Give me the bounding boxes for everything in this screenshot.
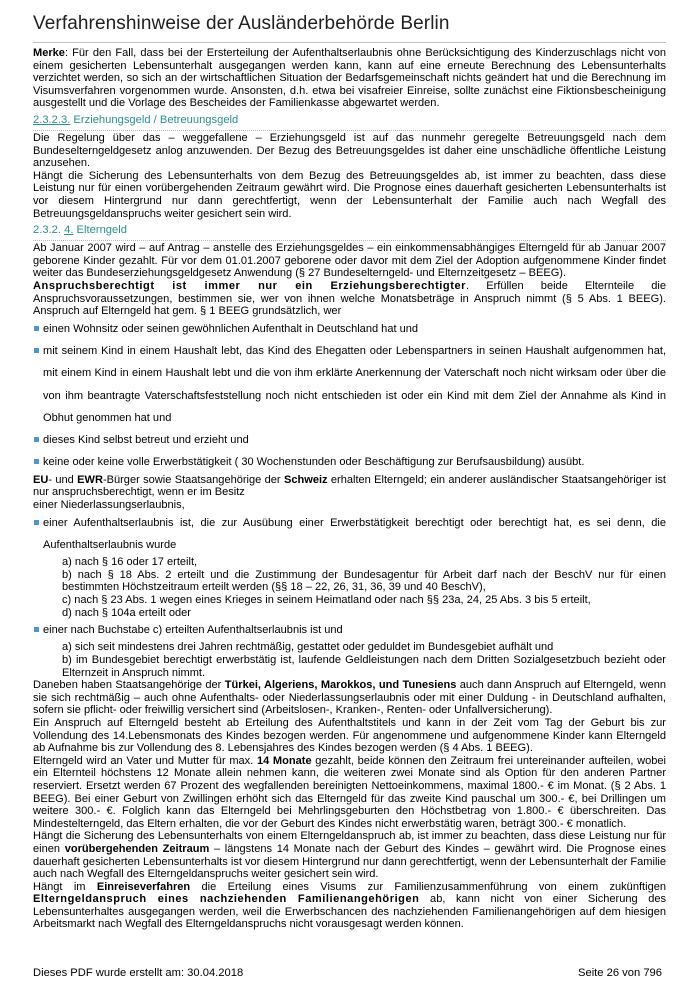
merke-label: Merke xyxy=(33,47,65,59)
section-title[interactable]: Elterngeld xyxy=(73,224,127,237)
text-run: ab, kann nicht von einer Sicherung des Lebensunterhaltes ausgegangen werden, weil die Erwerbschancen des nachziehenden Familienangehörigen auf dem hiesigen Arbeitsmarkt nach Wegfall des Elterngeldanspruchs nicht vorausgesagt werden können. xyxy=(33,893,667,931)
paragraph xyxy=(33,830,666,880)
paragraph: Ab Januar 2007 wird – auf Antrag – anstelle des Erziehungsgeldes – ein einkommensabhängiges Elterngeld für ab Januar 2007 geborene Kinder gezahlt. Für vor dem 01.01.2007 geborene oder davor mit dem Ziel der Adoption aufgenommene Kinder findet weiter das Bundeserziehungsgeldgesetz Anwendung (§ 27 Bundeselterngeld- und Elternzeitgesetz – BEEG). xyxy=(33,242,666,280)
page-footer xyxy=(33,967,662,979)
bold-phrase: vorübergehenden Zeitraum xyxy=(64,842,210,855)
text-run: gezahlt, beide können den Zeitraum frei untereinander aufteilen, wobei ein Elternteil höchstens 12 Monate allein nehmen kann, die weiteren zwei Monate sind als Option für den anderen Partner reserviert. Ersetzt werden 67 Prozent des wegfallenden bereinigten Nettoeinkommens, maximal 1800.- € im Monat. (§ 2 Abs. 1 BEEG). Bei einer Geburt von Zwillingen erhöht sich das Elterngeld für das zweite Kind pauschal um 300.- €, bei Drillingen um weitere 300.- €. Folglich kann das Elterngeld bei Mehrlingsgeburten den Höchstbetrag von 1.800.- € überschreiten. Das Mindestelterngeld, das Eltern erhalten, die vor der Geburt des Kindes nicht erwerbstätig waren, beträgt 300.- € monatlich. xyxy=(33,754,666,830)
document-title: Verfahrenshinweise der Ausländerbehörde Berlin xyxy=(33,13,450,34)
bold-phrase: Einreiseverfahren xyxy=(96,880,191,893)
text-run: Hängt die Sicherung des Lebensunterhalts von einem Elterngeldanspruch ab, ist immer zu beachten, dass diese Leistung nur für einen xyxy=(33,830,666,855)
text-run: -Bürger sowie Staatsangehörige der xyxy=(102,473,284,486)
paragraph xyxy=(33,755,666,831)
merke-paragraph xyxy=(33,47,666,110)
creation-date: Dieses PDF wurde erstellt am: 30.04.2018 xyxy=(33,967,244,979)
paragraph xyxy=(33,280,666,318)
paragraph: Hängt die Sicherung des Lebensunterhalts von dem Bezug des Betreuungsgeldes ab, ist immer zu beachten, dass diese Leistung nur für einen vorübergehenden Zeitraum gewährt wird. Die Prognose eines dauerhaft gesicherten Lebensunterhalts ist vor diesem Hintergrund nur dann gerechtfertigt, wenn der Lebensunterhalt der Familie auch nach Wegfall des Betreuungsgeldanspruchs weiter gesichert sein wird. xyxy=(33,169,666,220)
section-heading-elterngeld[interactable] xyxy=(33,224,666,241)
list-item: dieses Kind selbst betreut und erzieht und xyxy=(33,429,666,451)
page-number: Seite 26 von 796 xyxy=(578,967,662,979)
bold-phrase: Elterngeldanspruch eines nachziehenden Familienangehörigen xyxy=(33,893,420,906)
page-header xyxy=(33,0,666,43)
merke-text: : Für den Fall, dass bei der Ersterteilung der Aufenthaltserlaubnis ohne Berücksichtigung des Kinderzuschlags nicht von einem gesicherten Lebensunterhalt ausgegangen werden kann, kann auf eine erneute Berechnung des Lebensunterhalts verzichtet werden, so sich an der wirtschaftlichen Situation der Bedarfsgemeinschaft nichts geändert hat und die Berechnung im Visumsverfahren vorgenommen wurde. Ansonsten, d.h. etwa bei visafreier Einreise, sollte zunächst eine Fiktionsbescheinigung ausgestellt und die Vorlage des Bescheides der Familienkasse abgewartet werden. xyxy=(33,47,666,110)
list-item: mit seinem Kind in einem Haushalt lebt, das Kind des Ehegatten oder Lebenspartners in seinen Haushalt aufgenommen hat, mit einem Kind in einem Haushalt lebt und die von ihm erklärte Anerkennung der Vaterschaft noch nicht wirksam oder über die von ihm beantragte Vaterschaftsfeststellung noch nicht entschieden ist oder ein Kind mit dem Ziel der Annahme als Kind in Obhut genommen hat und xyxy=(33,340,666,429)
paragraph xyxy=(33,679,666,717)
section-heading-erziehungsgeld[interactable] xyxy=(33,114,666,131)
text-run: erhalten Elterngeld; ein anderer ausländischer Staatsangehöriger ist nur anspruchsberechtigt, wenn er im Besitz xyxy=(33,473,667,499)
section-number[interactable]: 2.3.2. xyxy=(33,224,61,237)
list-item: einer Aufenthaltserlaubnis ist, die zur Ausübung einer Erwerbstätigkeit berechtigt oder berechtigt hat, es sei denn, die Aufenthaltserlaubnis wurde xyxy=(33,512,666,557)
text-run: die Erteilung eines Visums zur Familienzusammenführung von einem zukünftigen xyxy=(190,880,666,893)
sub-item: a) nach § 16 oder 17 erteilt, xyxy=(62,556,198,569)
bold-phrase: Türkei, Algeriens, Marokkos, und Tunesiens xyxy=(224,679,457,692)
paragraph xyxy=(33,881,666,931)
text-run: - und xyxy=(48,473,78,486)
paragraph: Ein Anspruch auf Elterngeld besteht ab Erteilung des Aufenthaltstitels und kann in der Zeit vom Tag der Geburt bis zur Vollendung des 14.Lebensmonats des Kindes bezogen werden. Für angenommene und aufgenommene Kinder kann Elterngeld ab Aufnahme bis zur Vollendung des 8. Lebensjahres des Kindes bezogen werden (§ 4 Abs. 1 BEEG). xyxy=(33,716,666,755)
list-item: einen Wohnsitz oder seinen gewöhnlichen Aufenthalt in Deutschland hat und xyxy=(33,318,666,340)
bold-phrase: EU xyxy=(33,473,49,486)
bold-phrase: 14 Monate xyxy=(256,754,312,767)
sub-item: b) nach § 18 Abs. 2 erteilt und die Zustimmung der Bundesagentur für Arbeit darf nach der BeschV nur für einen bestimmten Höchstzeitraum erteilt werden (§§ 18 – 22, 26, 31, 36, 39 und 40 BeschV), xyxy=(62,568,666,594)
text-run: – längstens 14 Monate nach der Geburt des Kindes – gewährt wird. Die Prognose eines dauerhaft gesicherten Lebensunterhalts ist vor diesem Hintergrund nur dann gerechtfertigt, wenn der Lebensunterhalt der Familie auch nach Wegfall des Elterngeldanspruchs weiter gesichert sein wird. xyxy=(33,842,666,881)
sub-list-conditions xyxy=(33,641,666,679)
list-item: einer nach Buchstabe c) erteilten Aufenthaltserlaubnis ist und xyxy=(33,619,666,641)
sub-list-exceptions xyxy=(33,556,666,619)
text-run: Hängt im xyxy=(33,880,97,893)
sub-item: d) nach § 104a erteilt oder xyxy=(62,606,191,619)
paragraph xyxy=(33,474,666,499)
bold-phrase: Anspruchsberechtigt ist immer nur ein Erziehungsberechtigter xyxy=(33,279,466,292)
sub-item: b) im Bundesgebiet berechtigt erwerbstätig ist, laufende Geldleistungen nach dem Dritten Sozialgesetzbuch bezieht oder Elternzeit in Anspruch nimmt. xyxy=(62,654,666,679)
bullet-list-permit-c xyxy=(33,619,666,641)
paragraph: Die Regelung über das – weggefallene – Erziehungsgeld ist auf das nunmehr geregelte Betreuungsgeld nach dem Bundeselterngeldgesetz anlog anzuwenden. Der Bezug des Betreuungsgeldes ist daher eine unschädliche öffentliche Leistung anzusehen. xyxy=(33,131,666,170)
document-body xyxy=(33,47,666,931)
text-run: Daneben haben Staatsangehörige der xyxy=(33,679,225,692)
section-number-suffix[interactable]: 4. xyxy=(64,224,74,237)
section-number[interactable]: 2.3.2.3. xyxy=(33,113,71,126)
list-item: keine oder keine volle Erwerbstätigkeit ( 30 Wochenstunden oder Beschäftigung zur Berufsausbildung) ausübt. xyxy=(33,451,666,473)
section-title[interactable]: Erziehungsgeld / Betreuungsgeld xyxy=(70,113,239,126)
bullet-list-requirements xyxy=(33,318,666,474)
paragraph: einer Niederlassungserlaubnis, xyxy=(33,498,185,511)
sub-item: c) nach § 23 Abs. 1 wegen eines Krieges in seinem Heimatland oder nach §§ 23a, 24, 25 Abs. 3 bis 5 erteilt, xyxy=(62,593,591,606)
header-divider xyxy=(33,42,666,43)
text-run: Elterngeld wird an Vater und Mutter für max. xyxy=(33,754,257,767)
text-run: . Erfüllen beide Elternteile die Anspruchsvoraussetzungen, bestimmen sie, wer von ihnen welche Monatsbeträge in Anspruch nimmt (§ 5 Abs. 1 BEEG). Anspruch auf Elterngeld hat gem. § 1 BEEG grundsätzlich, wer xyxy=(33,279,666,318)
text-run: auch dann Anspruch auf Elterngeld, wenn sie sich rechtmäßig – auch ohne Aufenthalts- oder Niederlassungserlaubnis oder mit einer Duldung - in Deutschland aufhalten, sofern sie pflicht- oder freiwillig versichert sind (Arbeitslosen-, Kranken-, Renten- oder Unfallversicherung). xyxy=(33,679,666,717)
bold-phrase: Schweiz xyxy=(283,473,328,486)
bold-phrase: EWR xyxy=(77,473,103,486)
bullet-list-permit xyxy=(33,512,666,557)
sub-item: a) sich seit mindestens drei Jahren rechtmäßig, gestattet oder geduldet im Bundesgebiet aufhält und xyxy=(62,641,554,654)
